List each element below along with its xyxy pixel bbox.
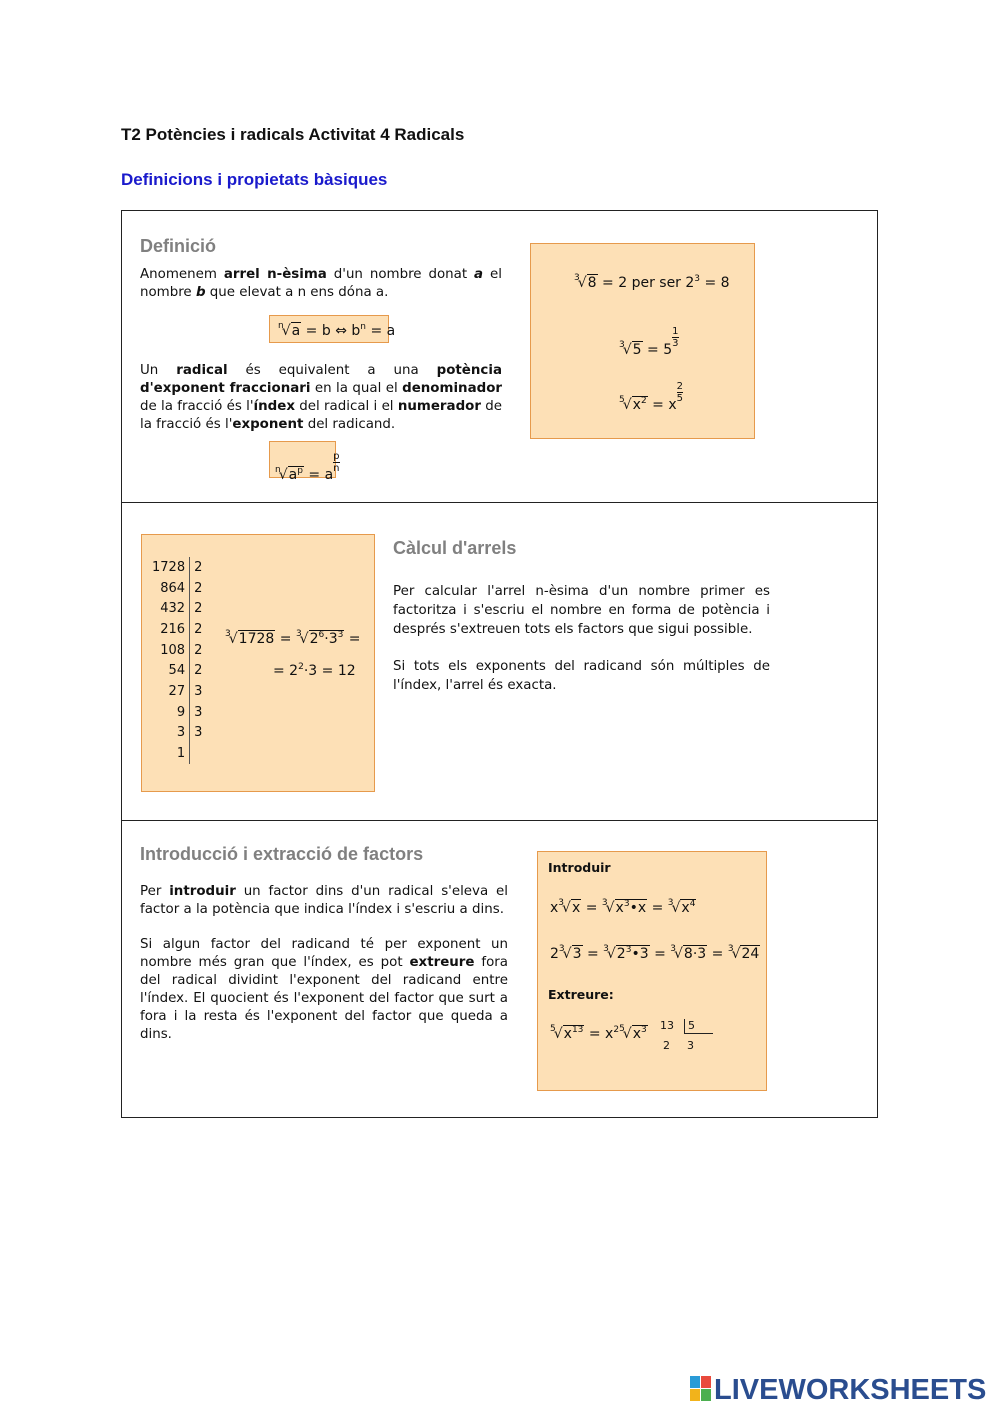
- dividend: 27: [148, 681, 190, 702]
- dividend: 3: [148, 723, 190, 744]
- factorization-row: [148, 681, 206, 702]
- divisor: 3: [194, 725, 203, 741]
- section-divider: [122, 502, 877, 503]
- document-subtitle: Definicions i propietats bàsiques: [121, 170, 388, 189]
- factorization-row: [148, 640, 206, 661]
- factorization-row: [148, 619, 206, 640]
- divisor: 2: [194, 559, 203, 575]
- exponent-division: 13 5 2 3: [660, 1019, 710, 1057]
- introduir-example-1: $x^3√x$ = $^3√x^3•x = ^3√x^4$: [550, 898, 696, 916]
- dividend: 9: [148, 702, 190, 723]
- section-divider: [122, 820, 877, 821]
- factorization-row: [148, 723, 206, 744]
- factors-examples-box: [537, 851, 767, 1091]
- example-fifth-root-x2: $^5√x^2 = x$ $\frac{2}{5}$: [619, 381, 683, 413]
- example-cube-root-8: $^3$√8 = 2 per ser $2^3 = 8$: [574, 273, 730, 291]
- divisor: 3: [194, 704, 203, 720]
- divisor: 2: [194, 642, 203, 658]
- cube-root-1728-result: = $2^2\cdot 3 = 12$: [273, 662, 356, 679]
- factorization-box: [141, 534, 375, 792]
- factors-paragraph-1: Per introduir un factor dins d'un radical s'eleva el factor a la potència que indica l'índex i s'escriu a dins.: [140, 884, 508, 917]
- divisor: 2: [194, 601, 203, 617]
- factorization-row: [148, 660, 206, 681]
- dividend: 432: [148, 598, 190, 619]
- divisor: 2: [194, 580, 203, 596]
- dividend: 864: [148, 578, 190, 599]
- divisor: [190, 743, 207, 764]
- introduir-label: Introduir: [548, 860, 611, 875]
- dividend: 1728: [148, 557, 190, 578]
- calcul-paragraph-1: Per calcular l'arrel n-èsima d'un nombre primer es factoritza i s'escriu el nombre en forma de potència i després s'extreuen tots els factors que sigui possible.: [393, 584, 770, 637]
- divisor: 2: [194, 663, 203, 679]
- divisor: 3: [194, 683, 203, 699]
- prime-factorization-table: [148, 557, 206, 764]
- dividend: 216: [148, 619, 190, 640]
- liveworksheets-logo: LIVEWORKSHEETS: [690, 1374, 986, 1407]
- definicio-paragraph-2: Un radical és equivalent a una potència d'exponent fraccionari en la qual el denominador de la fracció és l'índex del radical i el numerador de la fracció és l'exponent del radicand.: [140, 363, 503, 432]
- introduir-example-2: $2^3√3$ = $^3√2^3•3 = ^3√8\cdot 3 = ^3√24$: [550, 944, 760, 962]
- dividend: 54: [148, 660, 190, 681]
- document-title: T2 Potències i radicals Activitat 4 Radicals: [121, 125, 465, 144]
- definicio-paragraph-1: Anomenem arrel n-èsima d'un nombre donat a el nombre b que elevat a n ens dóna a.: [140, 267, 502, 300]
- factorization-row: [148, 578, 206, 599]
- dividend: 1: [148, 743, 190, 764]
- fractional-exponent-formula: $^n√a^p = a$ $\frac{p}{n}$: [269, 441, 336, 478]
- example-cube-root-5: $^3$√5 = 5 $\frac{1}{3}$: [619, 326, 679, 358]
- root-definition-formula: $^n$√a = b ⇔ $b^n = a$: [269, 315, 389, 343]
- factors-heading: Introducció i extracció de factors: [140, 844, 424, 864]
- factorization-row: [148, 743, 206, 764]
- extreure-example: $^5√x^{13} = x^{25}√x^3$: [550, 1024, 647, 1042]
- factors-paragraph-2: Si algun factor del radicand té per exponent un nombre més gran que l'índex, es pot extreure fora del radical dividint l'exponent del radicand entre l'índex. El quocient és l'exponent del factor que surt a fora i la resta és l'exponent del factor que queda a dins.: [140, 937, 508, 1042]
- factorization-row: [148, 702, 206, 723]
- root-examples-box: [530, 243, 755, 439]
- definicio-heading: Definició: [140, 236, 217, 256]
- calcul-paragraph-2: Si tots els exponents del radicand són múltiples de l'índex, l'arrel és exacta.: [393, 659, 770, 693]
- liveworksheets-icon: [690, 1376, 712, 1402]
- cube-root-1728-formula: $^3√1728 = ^3√2^6\cdot 3^3$ =: [225, 629, 361, 647]
- divisor: 2: [194, 621, 203, 637]
- factorization-row: [148, 557, 206, 578]
- calcul-heading: Càlcul d'arrels: [393, 538, 517, 558]
- dividend: 108: [148, 640, 190, 661]
- extreure-label: Extreure:: [548, 987, 614, 1002]
- factorization-row: [148, 598, 206, 619]
